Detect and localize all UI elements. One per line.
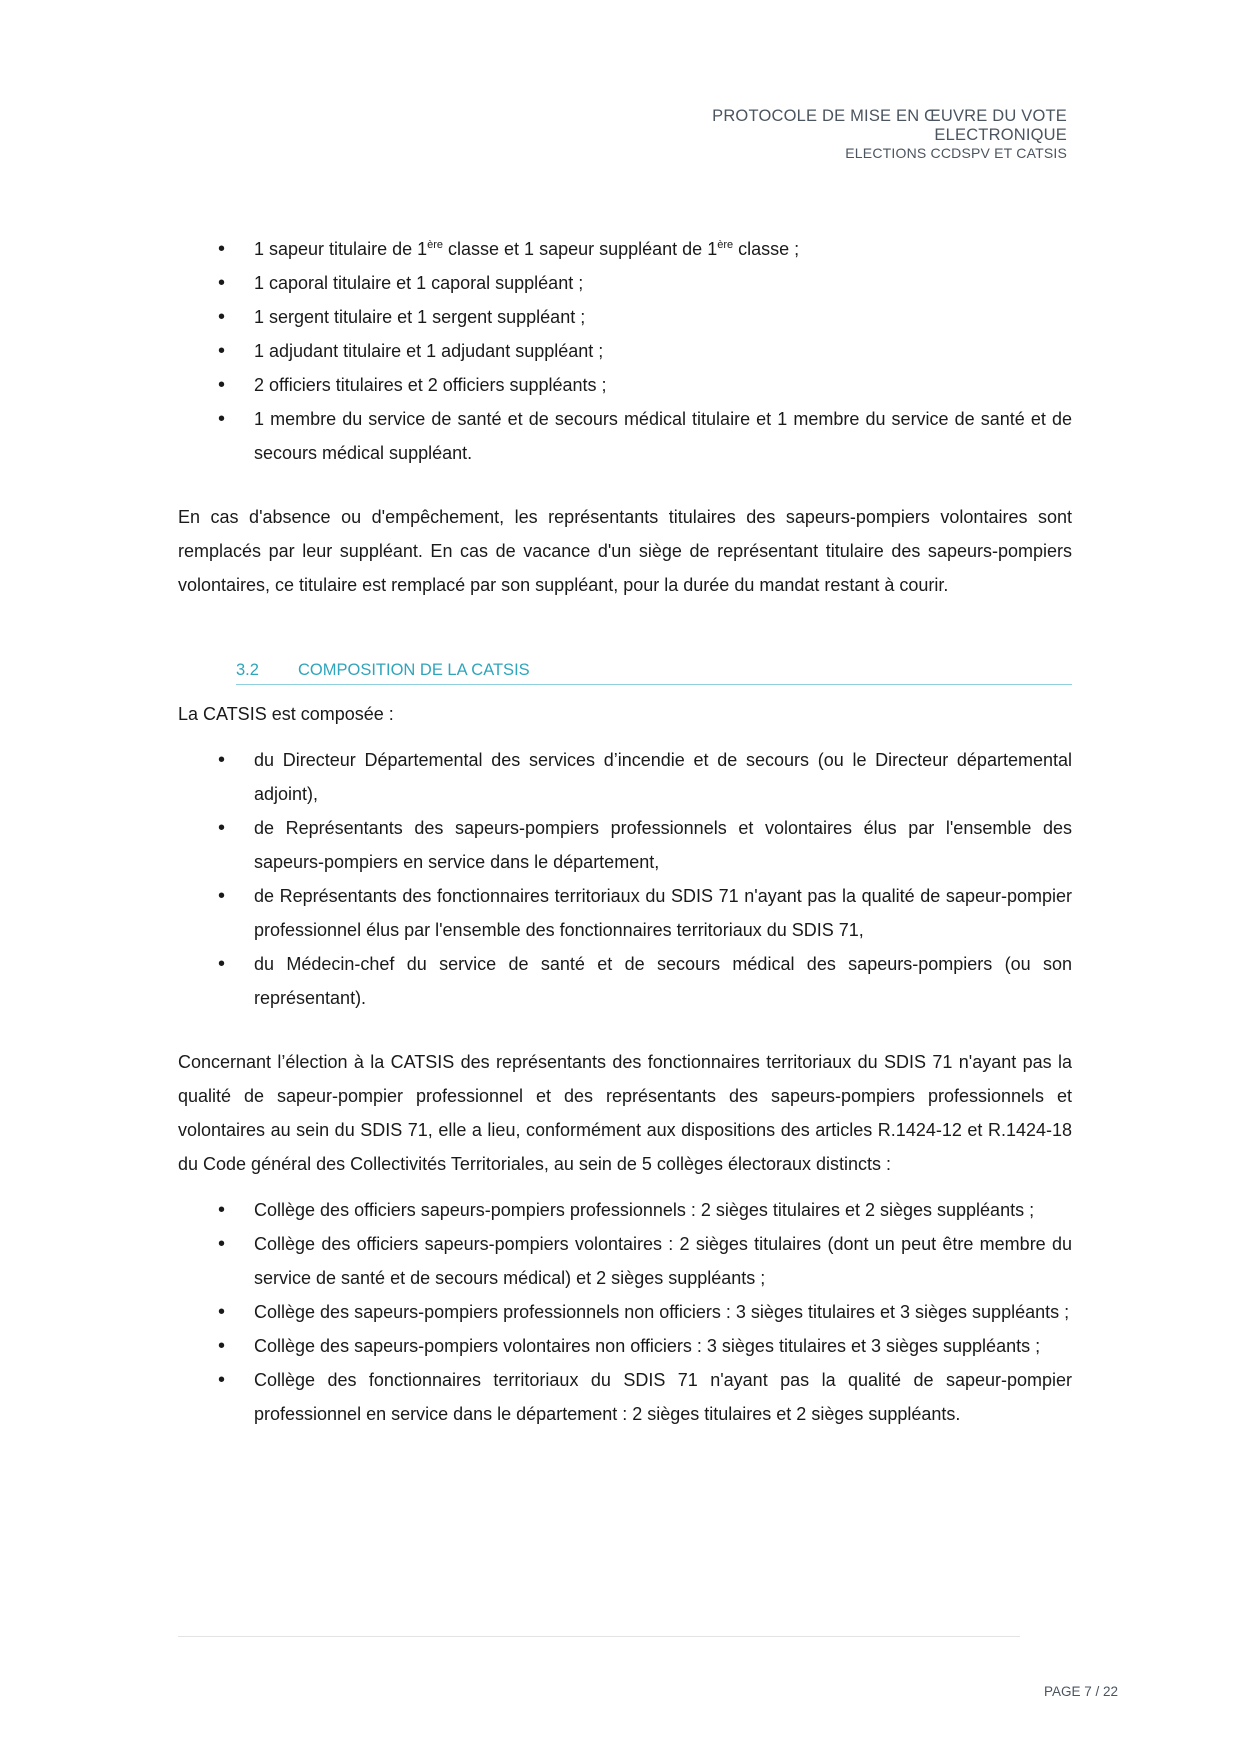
section-number: 3.2 xyxy=(236,661,259,679)
list-item: • Collège des officiers sapeurs-pompiers professionnels : 2 sièges titulaires et 2 sièges suppléants ; xyxy=(178,1193,1072,1227)
page-body xyxy=(178,232,1072,1431)
page-header xyxy=(712,107,1067,162)
member-list xyxy=(178,232,1072,470)
list-item: • Collège des sapeurs-pompiers volontaires non officiers : 3 sièges titulaires et 3 sièges suppléants ; xyxy=(178,1329,1072,1363)
header-subtitle: ELECTIONS CCDSPV ET CATSIS xyxy=(845,145,1067,161)
paragraph-election: Concernant l’élection à la CATSIS des représentants des fonctionnaires territoriaux du SDIS 71 n'ayant pas la qualité de sapeur-pompier professionnel et des représentants des sapeurs-pompiers professionnels et volontaires au sein du SDIS 71, elle a lieu, conformément aux dispositions des articles R.1424-12 et R.1424-18 du Code général des Collectivités Territoriales, au sein de 5 collèges électoraux distincts : xyxy=(178,1052,1072,1174)
list-item: • 1 membre du service de santé et de secours médical titulaire et 1 membre du service de santé et de secours médical suppléant. xyxy=(178,402,1072,470)
list-item: • du Directeur Départemental des services d’incendie et de secours (ou le Directeur départemental adjoint), xyxy=(178,743,1072,811)
section-title: COMPOSITION DE LA CATSIS xyxy=(298,661,530,679)
paragraph-absence: En cas d'absence ou d'empêchement, les représentants titulaires des sapeurs-pompiers volontaires sont remplacés par leur suppléant. En cas de vacance d'un siège de représentant titulaire des sapeurs-pompiers volontaires, ce titulaire est remplacé par son suppléant, pour la durée du mandat restant à courir. xyxy=(178,507,1072,595)
list-item: • 1 sapeur titulaire de 1ère classe et 1 sapeur suppléant de 1ère classe ; xyxy=(178,232,1072,266)
list-item: • 2 officiers titulaires et 2 officiers suppléants ; xyxy=(178,368,1072,402)
list-item: • 1 caporal titulaire et 1 caporal suppléant ; xyxy=(178,266,1072,300)
header-title-line2: ELECTRONIQUE xyxy=(934,126,1067,144)
footer-divider xyxy=(178,1636,1020,1637)
header-title-line1: PROTOCOLE DE MISE EN ŒUVRE DU VOTE xyxy=(712,107,1067,125)
list-item: • 1 adjudant titulaire et 1 adjudant suppléant ; xyxy=(178,334,1072,368)
list-item: • Collège des sapeurs-pompiers professionnels non officiers : 3 sièges titulaires et 3 sièges suppléants ; xyxy=(178,1295,1072,1329)
list-item: • 1 sergent titulaire et 1 sergent suppléant ; xyxy=(178,300,1072,334)
list-item: • de Représentants des fonctionnaires territoriaux du SDIS 71 n'ayant pas la qualité de sapeur-pompier professionnel élus par l'ensemble des fonctionnaires territoriaux du SDIS 71, xyxy=(178,879,1072,947)
list-item: • du Médecin-chef du service de santé et de secours médical des sapeurs-pompiers (ou son représentant). xyxy=(178,947,1072,1015)
composition-list xyxy=(178,743,1072,1015)
list-item: • Collège des fonctionnaires territoriaux du SDIS 71 n'ayant pas la qualité de sapeur-pompier professionnel en service dans le département : 2 sièges titulaires et 2 sièges suppléants. xyxy=(178,1363,1072,1431)
paragraph-composition: La CATSIS est composée : xyxy=(178,704,394,724)
list-item: • Collège des officiers sapeurs-pompiers volontaires : 2 sièges titulaires (dont un peut être membre du service de santé et de secours médical) et 2 sièges suppléants ; xyxy=(178,1227,1072,1295)
list-item: • de Représentants des sapeurs-pompiers professionnels et volontaires élus par l'ensemble des sapeurs-pompiers en service dans le département, xyxy=(178,811,1072,879)
section-heading xyxy=(236,658,1072,685)
page-number: PAGE 7 / 22 xyxy=(1043,1684,1118,1699)
college-list xyxy=(178,1193,1072,1431)
